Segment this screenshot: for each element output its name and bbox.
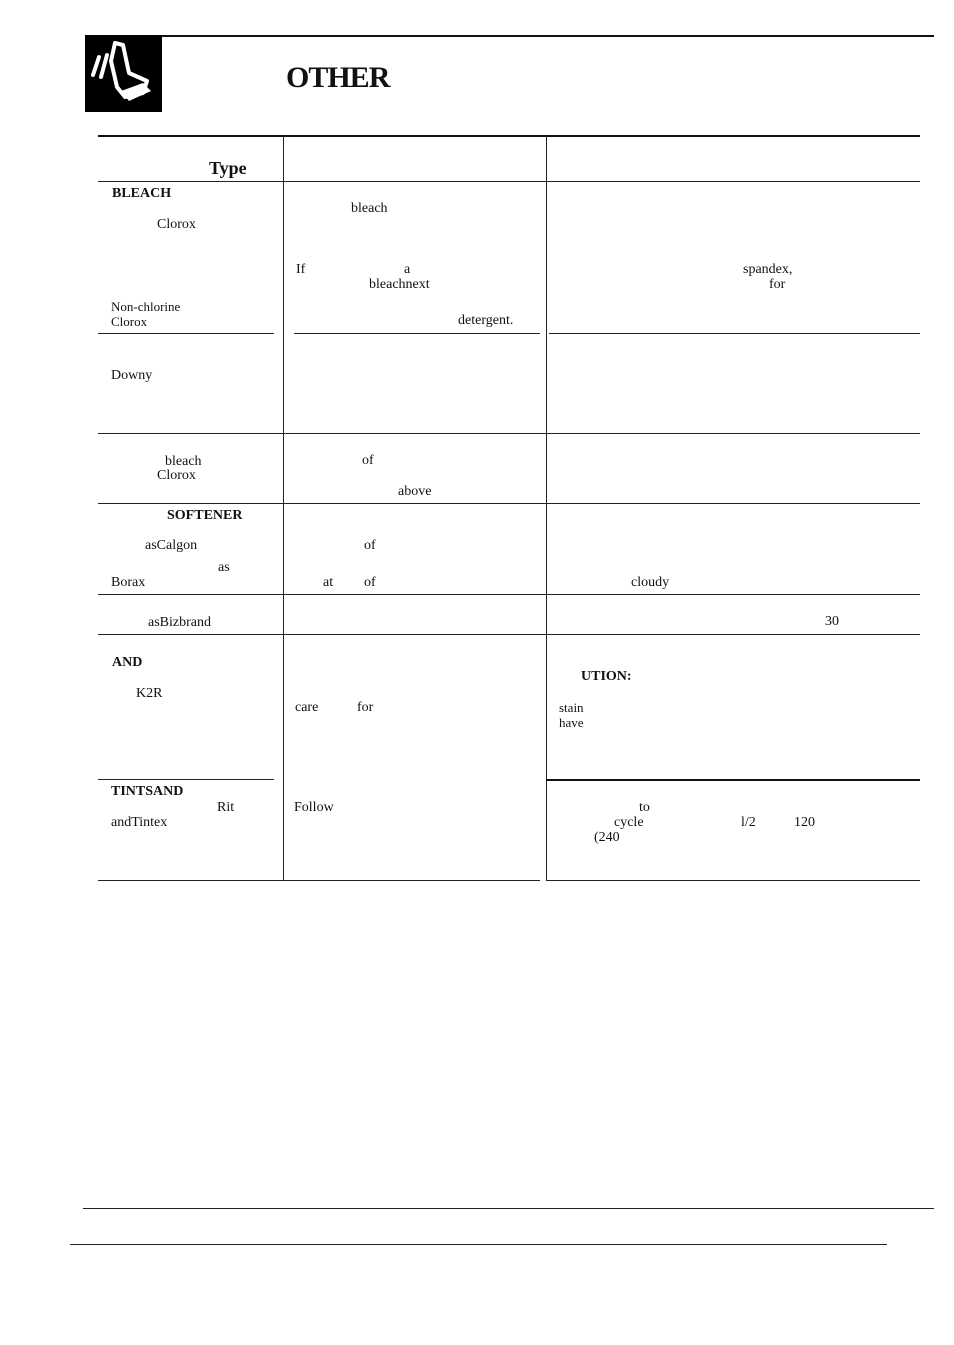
note-text: (240: [594, 830, 620, 845]
hand-pointer-icon: [85, 35, 162, 112]
usage-text: a: [404, 262, 411, 277]
row-rule: [98, 594, 920, 595]
note-text: cycle: [614, 815, 644, 830]
footer-rule: [70, 1244, 887, 1245]
caution-label: UTION:: [581, 669, 632, 684]
usage-text: bleachnext: [369, 277, 430, 292]
footer-rule: [83, 1208, 934, 1209]
note-text: for: [769, 277, 786, 292]
type-and-label: AND: [112, 655, 143, 670]
usage-text: If: [296, 262, 306, 277]
type-bleach-label: bleach: [165, 454, 202, 469]
usage-text: above: [398, 484, 432, 499]
note-text: 30: [825, 614, 839, 629]
table-header-rule: [98, 181, 920, 182]
type-downy-label: Downy: [111, 368, 153, 383]
type-clorox-label: Clorox: [157, 217, 196, 232]
type-tintex-label: andTintex: [111, 815, 168, 830]
note-text: cloudy: [631, 575, 670, 590]
type-non-chlorine-label: Non-chlorine: [111, 299, 181, 314]
column-divider-2: [546, 135, 547, 881]
type-calgon-label: asCalgon: [145, 538, 198, 553]
note-text: spandex,: [743, 262, 793, 277]
usage-text: of: [364, 575, 376, 590]
row-rule: [549, 333, 920, 334]
type-borax-label: Borax: [111, 575, 146, 590]
type-biz-label: asBizbrand: [148, 615, 211, 630]
row-rule: [98, 779, 274, 780]
type-as-label: as: [218, 560, 230, 575]
column-header-type: Type: [209, 158, 247, 178]
usage-text: detergent.: [458, 313, 514, 328]
table-top-rule: [98, 135, 920, 137]
table-bottom-rule: [546, 880, 920, 881]
row-rule: [98, 333, 274, 334]
page-title: OTHER: [286, 61, 390, 94]
usage-text: care: [295, 700, 319, 715]
type-clorox-label: Clorox: [157, 468, 196, 483]
row-rule: [546, 779, 920, 781]
usage-text: for: [357, 700, 374, 715]
usage-text: of: [364, 538, 376, 553]
type-tints-label: TINTSAND: [111, 784, 184, 799]
usage-text: bleach: [351, 201, 388, 216]
type-clorox-label: Clorox: [111, 314, 148, 329]
note-text: 120: [794, 815, 815, 830]
row-rule: [294, 333, 540, 334]
note-text: have: [559, 715, 584, 730]
row-rule: [98, 433, 920, 434]
note-text: to: [639, 800, 650, 815]
note-text: stain: [559, 700, 584, 715]
row-rule: [98, 503, 920, 504]
type-bleach-label: BLEACH: [112, 186, 172, 201]
table-bottom-rule: [98, 880, 540, 881]
row-rule: [98, 634, 920, 635]
type-k2r-label: K2R: [136, 686, 163, 701]
note-text: l/2: [741, 815, 756, 830]
usage-text: at: [323, 575, 334, 590]
type-rit-label: Rit: [217, 800, 235, 815]
usage-text: of: [362, 453, 374, 468]
top-rule: [85, 35, 934, 37]
usage-text: Follow: [294, 800, 334, 815]
type-softener-label: SOFTENER: [167, 508, 243, 523]
column-divider-1: [283, 135, 284, 881]
